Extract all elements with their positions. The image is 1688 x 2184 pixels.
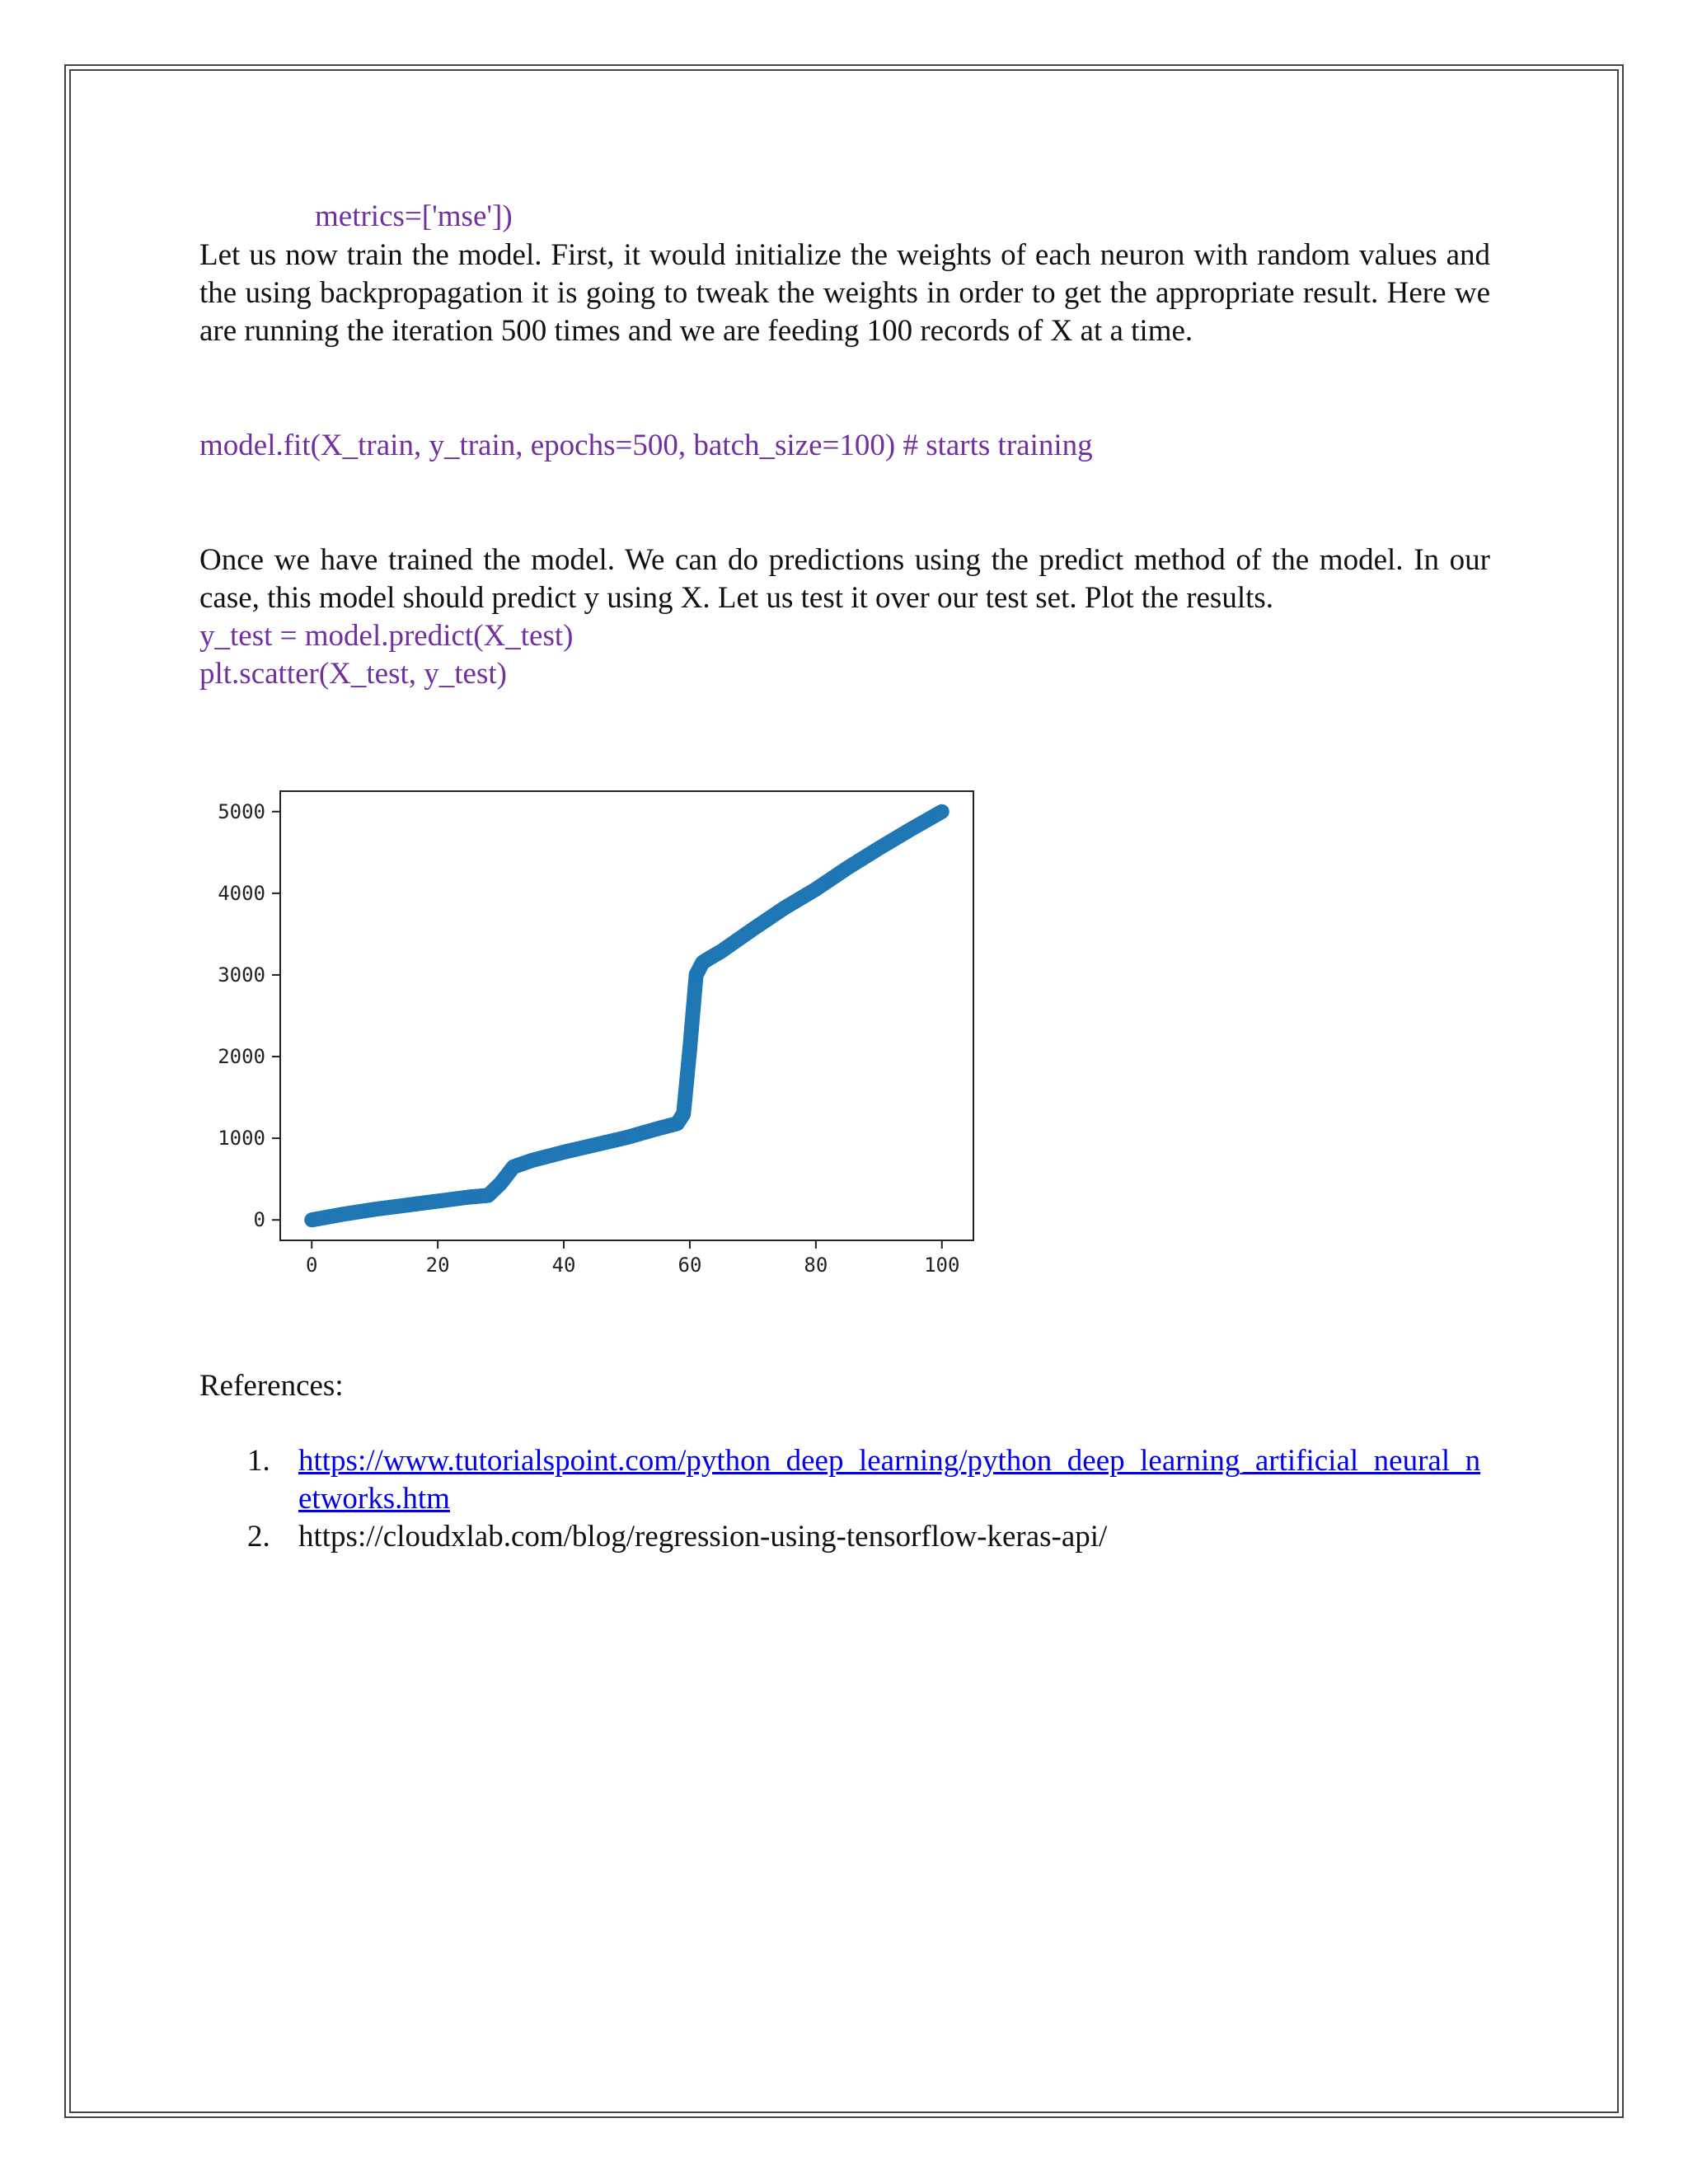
x-axis — [306, 1240, 959, 1277]
x-tick-label: 100 — [924, 1254, 960, 1277]
y-tick-label: 2000 — [218, 1045, 265, 1069]
reference-item-2 — [247, 1518, 1492, 1556]
y-tick-label: 0 — [253, 1208, 265, 1232]
y-tick-label: 5000 — [218, 799, 265, 823]
y-tick-label: 3000 — [218, 963, 265, 987]
reference-number-1: 1. — [247, 1444, 270, 1478]
reference-number-2: 2. — [247, 1520, 270, 1554]
code-metrics-line: metrics=['mse']) — [315, 199, 513, 233]
scatter-point — [935, 804, 950, 819]
x-tick-label: 40 — [551, 1254, 576, 1277]
code-predict-line: y_test = model.predict(X_test) — [199, 619, 574, 653]
reference-item-1 — [247, 1442, 1492, 1518]
paragraph-predict: Once we have trained the model. We can do predictions using the predict method of the model. In our case, this model should predict y using X. Let us test it over our test set. Plot the results. — [199, 543, 1490, 615]
references-list — [247, 1442, 1492, 1556]
scatter-chart-svg — [198, 779, 989, 1290]
x-tick-label: 0 — [306, 1254, 318, 1277]
references-heading: References: — [199, 1369, 344, 1403]
scatter-chart — [198, 779, 989, 1290]
x-tick-label: 20 — [425, 1254, 450, 1277]
paragraph-train: Let us now train the model. First, it would initialize the weights of each neuron with random values and the using backpropagation it is going to tweak the weights in order to get the appropriate result. Here we are running the iteration 500 times and we are feeding 100 records of X at a time. — [199, 238, 1490, 348]
x-tick-label: 80 — [804, 1254, 828, 1277]
y-axis — [218, 800, 280, 1231]
x-tick-label: 60 — [678, 1254, 702, 1277]
code-scatter-line: plt.scatter(X_test, y_test) — [199, 657, 507, 691]
chart-marks — [304, 804, 950, 1227]
reference-link-1[interactable]: https://www.tutorialspoint.com/python_deep_learning/python_deep_learning_artificial_neural_networks.htm — [298, 1444, 1481, 1516]
code-fit-line: model.fit(X_train, y_train, epochs=500, batch_size=100) # starts training — [199, 429, 1093, 462]
reference-text-2: https://cloudxlab.com/blog/regression-using-tensorflow-keras-api/ — [298, 1520, 1108, 1554]
y-tick-label: 4000 — [218, 881, 265, 905]
y-tick-label: 1000 — [218, 1127, 265, 1151]
